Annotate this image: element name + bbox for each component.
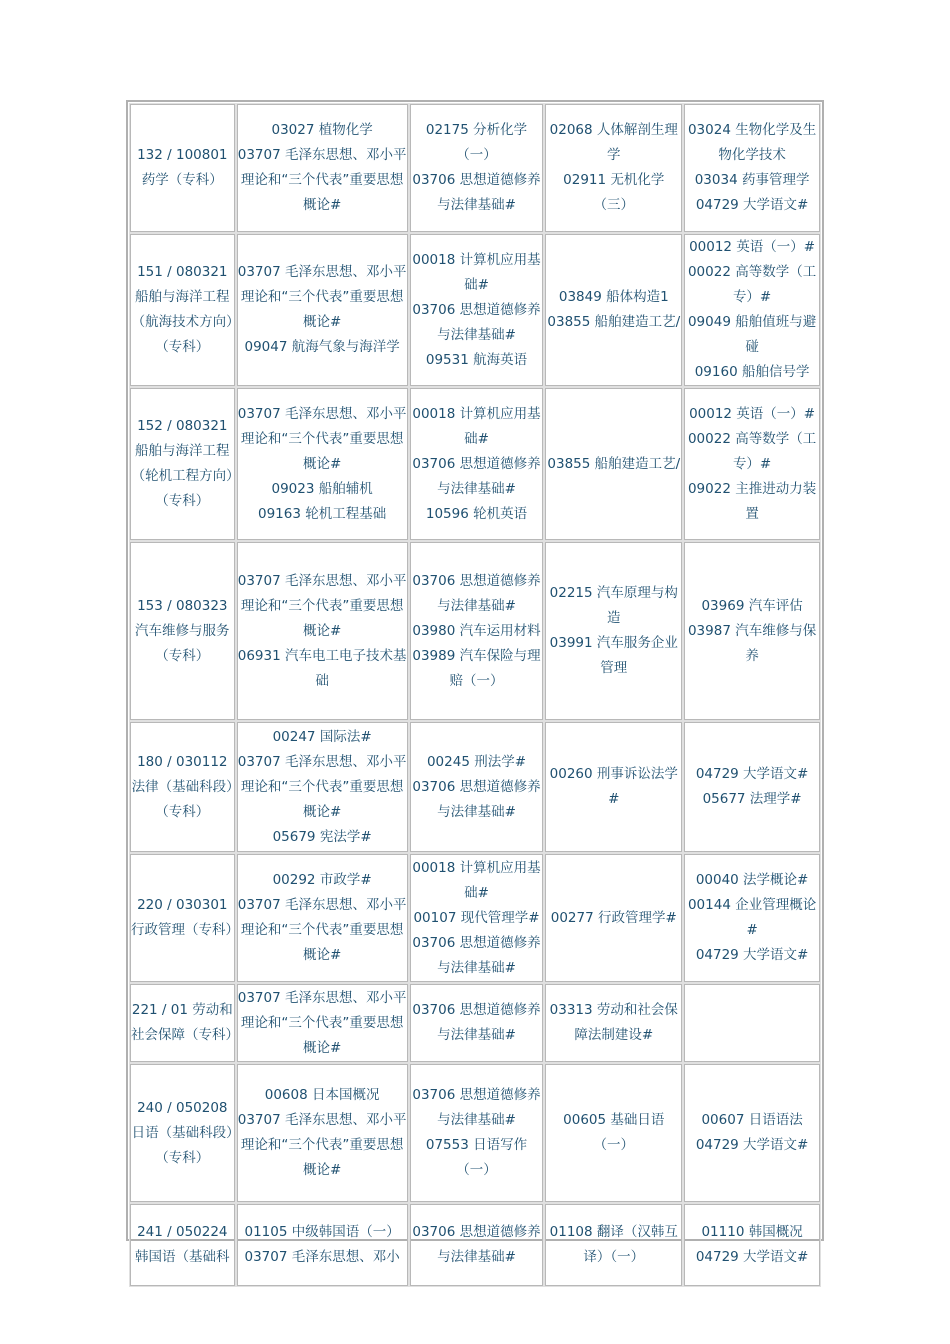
major-cell: 180 / 030112 法律（基础科段）（专科） <box>130 722 235 852</box>
course-entry: 09022 主推进动力装置 <box>687 480 817 522</box>
course-cell-col2 <box>410 388 544 540</box>
table-row <box>130 1064 820 1202</box>
course-cell-col1 <box>237 984 408 1062</box>
course-entry: 04729 大学语文# <box>695 1137 809 1153</box>
course-entry: 03313 劳动和社会保障法制建设# <box>549 1002 678 1043</box>
course-entry: 03989 汽车保险与理赔（一） <box>412 647 541 689</box>
course-entry: 00607 日语语法 <box>701 1112 803 1128</box>
course-cell-col2 <box>410 722 544 852</box>
course-entry: 04729 大学语文# <box>695 197 809 213</box>
table-row <box>130 984 820 1062</box>
major-cell: 153 / 080323 汽车维修与服务（专科） <box>130 542 235 720</box>
major-cell: 152 / 080321 船舶与海洋工程（轮机工程方向）（专科） <box>130 388 235 540</box>
course-cell-col3 <box>545 388 682 540</box>
course-entry: 03707 毛泽东思想、邓小平理论和“三个代表”重要思想概论# <box>237 753 407 820</box>
major-cell: 221 / 01 劳动和社会保障（专科） <box>130 984 235 1062</box>
course-entry: 00245 刑法学# <box>426 753 527 770</box>
course-entry: 00260 刑事诉讼法学# <box>549 766 678 807</box>
course-cell-col3 <box>545 984 682 1062</box>
course-entry: 04729 大学语文# <box>695 766 809 782</box>
major-cell: 241 / 050224 韩国语（基础科 <box>130 1204 235 1286</box>
course-entry: 03991 汽车服务企业管理 <box>549 635 678 676</box>
course-entry: 00608 日本国概况 <box>264 1087 380 1103</box>
course-cell-col1 <box>237 234 408 386</box>
course-entry: 00018 计算机应用基础# <box>412 251 541 293</box>
course-entry: 03707 毛泽东思想、邓小平理论和“三个代表”重要思想概论# <box>237 147 407 213</box>
course-entry: 00018 计算机应用基础# <box>412 405 541 447</box>
course-entry: 03706 思想道德修养与法律基础# <box>412 572 541 614</box>
course-entry: 03706 思想道德修养与法律基础# <box>412 934 541 976</box>
table-row <box>130 854 820 982</box>
course-cell-col2 <box>410 1064 544 1202</box>
course-cell-col1 <box>237 1204 408 1286</box>
course-cell-col3 <box>545 1064 682 1202</box>
table-row <box>130 104 820 232</box>
course-entry: 00247 国际法# <box>272 728 372 745</box>
course-entry: 10596 轮机英语 <box>425 505 528 522</box>
major-cell: 151 / 080321 船舶与海洋工程（航海技术方向）（专科） <box>130 234 235 386</box>
course-cell-col1 <box>237 722 408 852</box>
course-entry: 05679 宪法学# <box>272 828 372 845</box>
course-cell-col3 <box>545 234 682 386</box>
course-cell-col2 <box>410 234 544 386</box>
course-entry: 00277 行政管理学# <box>550 909 677 926</box>
course-entry: 09531 航海英语 <box>425 351 528 368</box>
course-cell-col2 <box>410 854 544 982</box>
course-cell-col3 <box>545 1204 682 1286</box>
course-cell-col3 <box>545 854 682 982</box>
course-entry: 03980 汽车运用材料 <box>412 622 541 639</box>
exam-schedule-table <box>126 100 824 1265</box>
course-entry: 03855 船舶建造工艺/ <box>547 455 681 472</box>
course-entry: 03707 毛泽东思想、邓小平理论和“三个代表”重要思想概论# <box>237 897 407 963</box>
course-cell-col1 <box>237 542 408 720</box>
course-entry: 09047 航海气象与海洋学 <box>244 339 400 355</box>
course-cell-col4 <box>684 1064 820 1202</box>
course-entry: 02911 无机化学（三） <box>563 172 665 213</box>
course-entry: 00018 计算机应用基础# <box>412 859 541 901</box>
course-entry: 03034 药事管理学 <box>694 172 810 188</box>
course-entry: 00107 现代管理学# <box>413 909 540 926</box>
course-entry: 00022 高等数学（工专）# <box>687 264 817 305</box>
course-entry: 00144 企业管理概论# <box>687 897 817 938</box>
course-cell-col1 <box>237 1064 408 1202</box>
course-entry: 03706 思想道德修养与法律基础# <box>412 1002 541 1043</box>
course-entry: 03706 思想道德修养与法律基础# <box>412 301 541 343</box>
course-entry: 05677 法理学# <box>702 791 802 807</box>
course-entry: 04729 大学语文# <box>695 947 809 963</box>
course-entry: 03987 汽车维修与保养 <box>687 622 817 664</box>
course-cell-col2 <box>410 984 544 1062</box>
course-entry: 02068 人体解剖生理学 <box>549 122 678 163</box>
course-entry: 03969 汽车评估 <box>701 597 803 614</box>
course-cell-col4 <box>684 234 820 386</box>
major-cell: 220 / 030301 行政管理（专科） <box>130 854 235 982</box>
course-table <box>128 102 822 1288</box>
course-entry: 09023 船舶辅机 <box>271 480 373 497</box>
course-entry: 04729 大学语文# <box>695 1249 809 1265</box>
course-cell-col4 <box>684 388 820 540</box>
table-row <box>130 722 820 852</box>
course-entry: 09049 船舶值班与避碰 <box>687 314 817 355</box>
course-entry: 00605 基础日语（一） <box>563 1112 665 1153</box>
course-entry: 03707 毛泽东思想、邓小平理论和“三个代表”重要思想概论# <box>237 572 407 639</box>
course-entry: 00022 高等数学（工专）# <box>687 430 817 472</box>
table-row <box>130 542 820 720</box>
table-row <box>130 388 820 540</box>
course-entry: 02215 汽车原理与构造 <box>549 585 678 626</box>
table-row <box>130 1204 820 1286</box>
course-cell-col4 <box>684 542 820 720</box>
course-entry: 03706 思想道德修养与法律基础# <box>412 1087 541 1128</box>
major-cell: 132 / 100801 药学（专科） <box>130 104 235 232</box>
course-entry: 07553 日语写作（一） <box>425 1137 528 1178</box>
course-entry: 00012 英语（一）# <box>689 239 816 255</box>
table-row <box>130 234 820 386</box>
course-cell-col4 <box>684 104 820 232</box>
course-entry: 03706 思想道德修养与法律基础# <box>412 778 541 820</box>
course-cell-col1 <box>237 104 408 232</box>
course-entry: 03855 船舶建造工艺/ <box>547 314 681 330</box>
course-entry: 01108 翻译（汉韩互译）（一） <box>549 1224 678 1265</box>
course-entry: 09163 轮机工程基础 <box>257 505 387 522</box>
course-entry: 03707 毛泽东思想、邓小平理论和“三个代表”重要思想概论# <box>237 264 407 330</box>
course-cell-col4 <box>684 854 820 982</box>
course-cell-col2 <box>410 542 544 720</box>
course-cell-col1 <box>237 388 408 540</box>
course-entry: 03706 思想道德修养与法律基础# <box>412 1224 541 1265</box>
course-entry: 02175 分析化学（一） <box>425 122 528 163</box>
course-entry: 03707 毛泽东思想、邓小平理论和“三个代表”重要思想概论# <box>237 989 407 1056</box>
course-entry: 09160 船舶信号学 <box>694 364 810 380</box>
course-cell-col2 <box>410 104 544 232</box>
course-cell-col4 <box>684 984 820 1062</box>
course-entry: 06931 汽车电工电子技术基础 <box>237 647 407 689</box>
course-entry: 00292 市政学# <box>272 872 372 888</box>
course-entry: 01110 韩国概况 <box>701 1224 803 1240</box>
course-cell-col1 <box>237 854 408 982</box>
course-cell-col3 <box>545 104 682 232</box>
course-cell-col3 <box>545 542 682 720</box>
course-entry: 00040 法学概论# <box>695 872 809 888</box>
course-entry: 03706 思想道德修养与法律基础# <box>412 172 541 213</box>
course-entry: 03707 毛泽东思想、邓小 <box>244 1249 400 1265</box>
course-entry: 03707 毛泽东思想、邓小平理论和“三个代表”重要思想概论# <box>237 1112 407 1178</box>
course-entry: 03027 植物化学 <box>271 122 373 138</box>
course-entry: 03849 船体构造1 <box>558 289 669 305</box>
course-entry: 03707 毛泽东思想、邓小平理论和“三个代表”重要思想概论# <box>237 405 407 472</box>
course-cell-col4 <box>684 722 820 852</box>
course-entry: 03024 生物化学及生物化学技术 <box>687 122 817 163</box>
table-body <box>130 104 820 1286</box>
course-cell-col3 <box>545 722 682 852</box>
course-entry: 01105 中级韩国语（一） <box>244 1224 400 1240</box>
course-cell-col2 <box>410 1204 544 1286</box>
course-entry: 00012 英语（一）# <box>689 405 816 422</box>
course-entry: 03706 思想道德修养与法律基础# <box>412 455 541 497</box>
major-cell: 240 / 050208 日语（基础科段）（专科） <box>130 1064 235 1202</box>
course-cell-col4 <box>684 1204 820 1286</box>
